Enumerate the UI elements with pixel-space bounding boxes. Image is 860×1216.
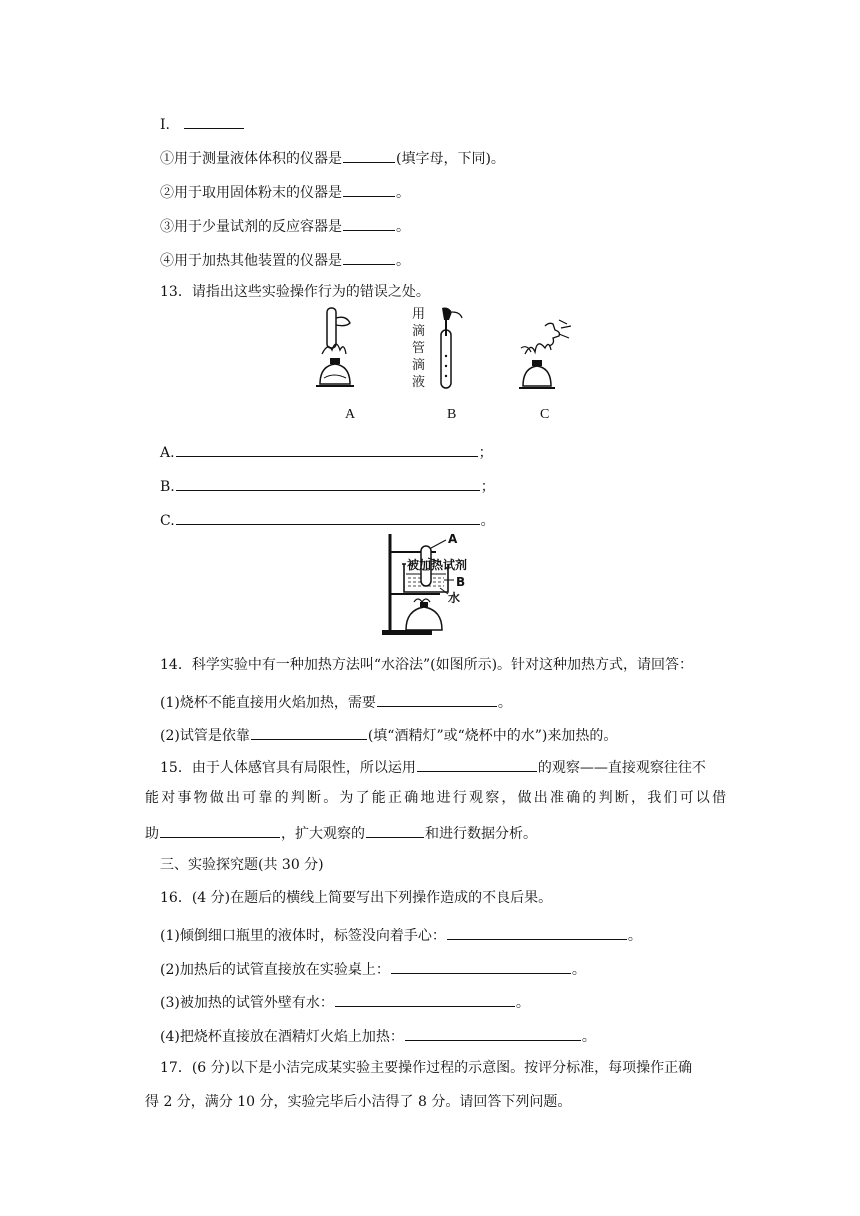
section-3-title: 三、实验探究题(共 30 分) (160, 857, 324, 873)
q17-line-1: 17．(6 分)以下是小洁完成某实验主要操作过程的示意图。按评分标准，每项操作正确 (160, 1060, 693, 1076)
figure-b-dropper-tube (430, 306, 466, 392)
answer-blank[interactable] (343, 248, 395, 265)
q14-part-1: (1)烧杯不能直接用火焰加热，需要 。 (160, 690, 512, 713)
q15-line-3: 助 ，扩大观察的 和进行数据分析。 (145, 821, 537, 844)
q15-line-1: 15．由于人体感官具有局限性，所以运用 的观察——直接观察往往不 (160, 755, 706, 778)
q14-part-2: (2)试管是依靠 (填“酒精灯”或“烧杯中的水”)来加热的。 (160, 723, 617, 746)
figure-b-caption: 用 滴 管 滴 液 (412, 307, 426, 390)
q13-stem: 13．请指出这些实验操作行为的错误之处。 (160, 284, 430, 300)
q13-answer-b: B. ； (160, 474, 495, 497)
answer-blank[interactable] (405, 1024, 581, 1041)
water-bath-label-a: A (448, 532, 458, 546)
q-i-label: I. (160, 117, 170, 133)
figure-c-blowing-lamp (515, 318, 579, 396)
answer-blank[interactable] (377, 690, 497, 707)
q16-item-4: (4)把烧杯直接放在酒精灯火焰上加热： 。 (160, 1024, 596, 1047)
water-bath-label-b: B (456, 575, 466, 589)
answer-blank[interactable] (176, 440, 478, 457)
figure-a-heating-tube (310, 304, 366, 396)
q12-item-1: ①用于测量液体体积的仪器是 (填字母，下同)。 (160, 146, 505, 169)
answer-blank[interactable] (366, 821, 424, 838)
q12-item-3: ③用于少量试剂的反应容器是 。 (160, 214, 410, 237)
answer-blank[interactable] (176, 508, 480, 525)
figure-label-a: A (345, 407, 356, 422)
water-bath-label-water: 水 (448, 591, 461, 605)
answer-blank[interactable] (176, 474, 480, 491)
q12-item-4: ④用于加热其他装置的仪器是 。 (160, 248, 410, 271)
answer-blank[interactable] (251, 723, 367, 740)
q15-line-2: 能对事物做出可靠的判断。为了能正确地进行观察，做出准确的判断，我们可以借 (145, 790, 729, 806)
q12-item-2: ②用于取用固体粉末的仪器是 。 (160, 180, 410, 203)
figure-label-b: B (447, 407, 457, 422)
q16-stem: 16．(4 分)在题后的横线上简要写出下列操作造成的不良后果。 (160, 890, 553, 906)
q14-stem: 14．科学实验中有一种加热方法叫“水浴法”(如图所示)。针对这种加热方式，请回答： (160, 657, 694, 673)
answer-blank[interactable] (447, 923, 627, 940)
q13-answer-c: C. 。 (160, 508, 495, 531)
answer-blank[interactable] (343, 146, 395, 163)
figure-label-c: C (540, 407, 550, 422)
water-bath-label-reagent: 被加热试剂 (407, 558, 468, 572)
q17-line-2: 得 2 分，满分 10 分，实验完毕后小洁得了 8 分。请回答下列问题。 (145, 1094, 572, 1110)
q-i-line (160, 112, 245, 135)
q13-answer-a: A. ； (160, 440, 493, 463)
answer-blank[interactable] (160, 821, 280, 838)
q16-item-1: (1)倾倒细口瓶里的液体时，标签没向着手心： 。 (160, 923, 642, 946)
answer-blank[interactable] (335, 990, 515, 1007)
answer-blank[interactable] (343, 180, 395, 197)
answer-blank[interactable] (343, 214, 395, 231)
answer-blank[interactable] (391, 957, 571, 974)
answer-blank[interactable] (184, 112, 244, 129)
q16-item-3: (3)被加热的试管外壁有水： 。 (160, 990, 530, 1013)
water-bath-figure (378, 532, 508, 638)
answer-blank[interactable] (417, 755, 537, 772)
q16-item-2: (2)加热后的试管直接放在实验桌上： 。 (160, 957, 586, 980)
